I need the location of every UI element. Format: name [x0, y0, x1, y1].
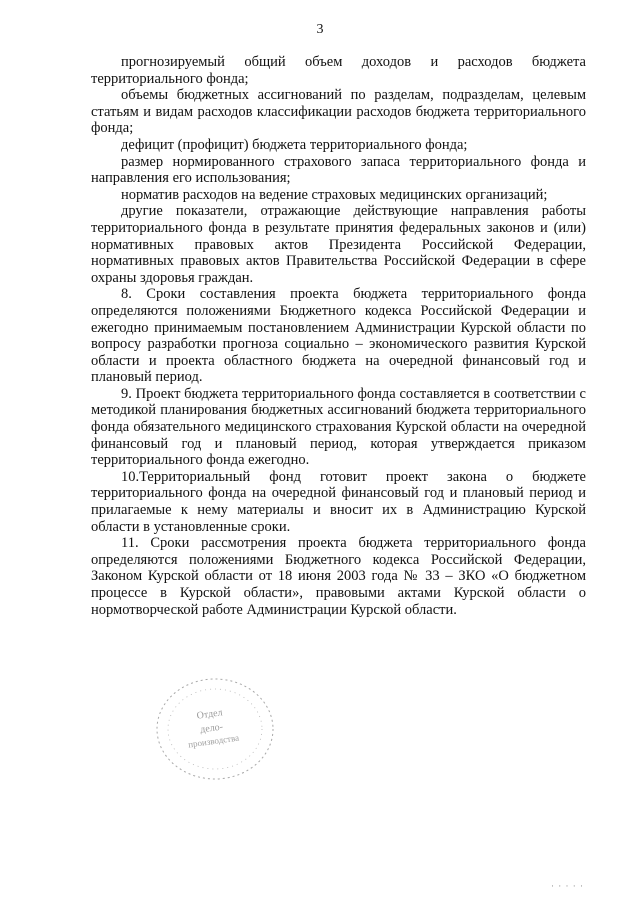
- paragraph-insurance-reserve: размер нормированного страхового запаса территориального фонда и направления его использования;: [91, 153, 586, 187]
- paragraph-deficit: дефицит (профицит) бюджета территориального фонда;: [121, 136, 468, 153]
- paragraph-expense-norm: норматив расходов на ведение страховых медицинских организаций;: [121, 186, 548, 203]
- office-stamp: [150, 672, 280, 787]
- stamp-line-2: дело-: [199, 721, 224, 736]
- paragraph-budget-volume: прогнозируемый общий объем доходов и расходов бюджета территориального фонда;: [91, 54, 586, 87]
- paragraph-item-8: 8. Сроки составления проекта бюджета территориального фонда определяются положениями Бюджетного кодекса Российской Федерации и ежегодно принимаемым постановлением Администрации Курской области по вопросу разработки прогноза социально – экономического развития Курской области и проекта областного бюджета на очередной финансовый год и плановый период.: [91, 286, 586, 386]
- page-number: 3: [316, 22, 324, 37]
- scan-mark: · · · · ·: [551, 881, 584, 891]
- stamp-line-1: Отдел: [196, 707, 224, 722]
- paragraph-item-10: 10.Территориальный фонд готовит проект закона о бюджете территориального фонда на очередной финансовый год и плановый период и прилагаемые к нему материалы и вносит их в Администрацию Курской области в установленные сроки.: [91, 468, 586, 535]
- paragraph-item-11: 11. Сроки рассмотрения проекта бюджета территориального фонда определяются положениями Бюджетного кодекса Российской Федерации, Законом Курской области от 18 июня 2003 года № 33 – ЗКО «О бюджетном процессе в Курской области», правовыми актами Курской области о нормотворческой работе Администрации Курской области.: [91, 535, 586, 618]
- paragraph-other-indicators: другие показатели, отражающие действующие направления работы территориального фонда в результате принятия федеральных законов и (или) нормативных правовых актов Президента Российской Федерации, нормативных правовых актов Правительства Российской Федерации в сфере охраны здоровья граждан.: [91, 203, 586, 286]
- stamp-line-3: производства: [187, 732, 240, 750]
- paragraph-item-9: 9. Проект бюджета территориального фонда составляется в соответствии с методикой планирования бюджетных ассигнований бюджета территориального фонда обязательного медицинского страхования Курской области на очередной финансовый год и плановый период, которая утверждается приказом территориального фонда ежегодно.: [91, 385, 586, 469]
- body-text: [91, 54, 586, 618]
- paragraph-budget-allocations: объемы бюджетных ассигнований по разделам, подразделам, целевым статьям и видам расходов классификации расходов бюджета территориального фонда;: [91, 87, 586, 137]
